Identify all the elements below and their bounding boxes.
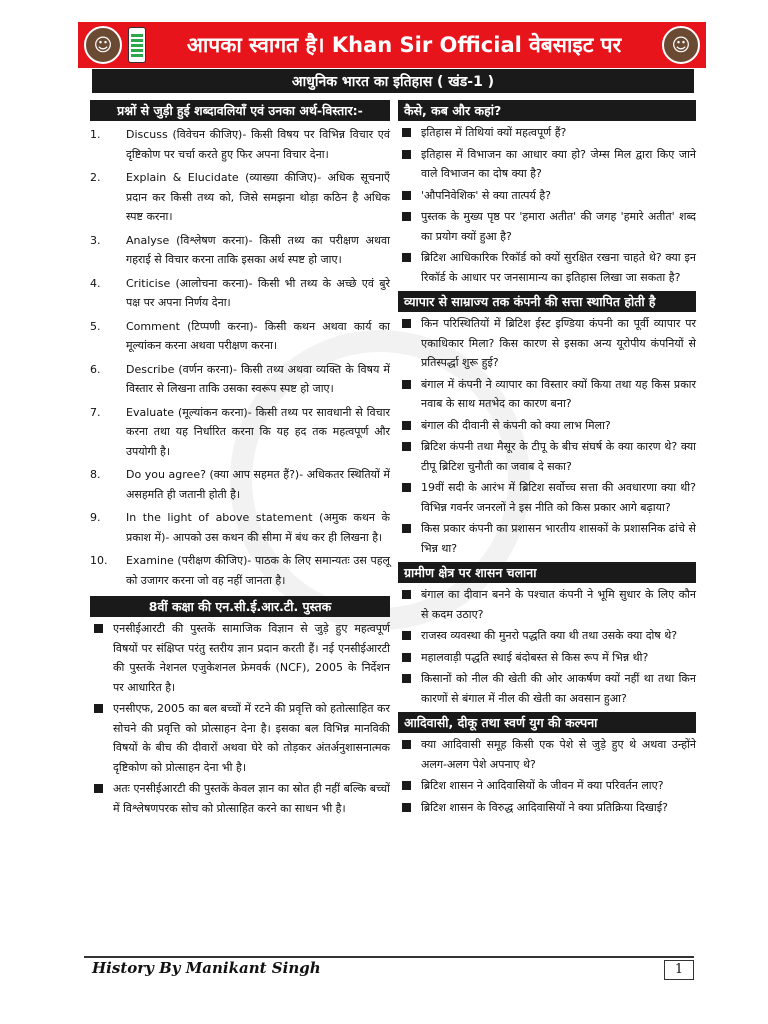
list-item-text: बंगाल की दीवानी से कंपनी को क्या लाभ मिला? (421, 418, 611, 432)
list-item (398, 798, 696, 818)
bullet-square-icon (402, 442, 411, 451)
term-item (90, 403, 390, 462)
list-item (398, 123, 696, 143)
term-item (90, 465, 390, 504)
bullet-square-icon (402, 319, 411, 328)
term-item (90, 508, 390, 547)
left-column (90, 100, 390, 818)
item-text: Discuss (विवेचन कीजिए)- किसी विषय पर विभिन्न विचार एवं दृष्टिकोण पर चर्चा करते हुए फिर अपना विचार देना। (126, 128, 390, 161)
list-item-text: पुस्तक के मुख्य पृष्ठ पर 'हमारा अतीत' की जगह 'हमारे अतीत' शब्द का प्रयोग क्यों हुआ है? (421, 210, 696, 243)
list-item (398, 519, 696, 558)
item-number: 6. (90, 362, 101, 376)
term-item (90, 551, 390, 590)
list-item (398, 186, 696, 206)
list-item (398, 375, 696, 414)
bullet-square-icon (402, 150, 411, 159)
item-number: 2. (90, 171, 101, 184)
item-text: Examine (परीक्षण कीजिए)- पाठक के लिए समान्यतः उस पहलू को उजागर करना जो वह नहीं जानता है। (126, 554, 390, 587)
bullet-square-icon (94, 624, 103, 633)
section-heading: कैसे, कब और कहां? (398, 100, 696, 121)
section-heading: आदिवासी, दीकू तथा स्वर्ण युग की कल्पना (398, 712, 696, 733)
bullet-square-icon (402, 421, 411, 430)
bullet-list (90, 619, 390, 818)
bullet-square-icon (402, 524, 411, 533)
item-number: 1. (90, 128, 101, 141)
item-text: Criticise (आलोचना करना)- किसी भी तथ्य के अच्छे एवं बुरे पक्ष पर अपना निर्णय देना। (126, 276, 390, 309)
list-item (398, 735, 696, 774)
footer-author: History By Manikant Singh (92, 959, 321, 977)
welcome-banner[interactable] (78, 22, 706, 68)
list-item-text: बंगाल में कंपनी ने व्यापार का विस्तार क्यों किया तथा यह किस प्रकार नवाब के साथ मतभेद का कारण बना? (421, 377, 696, 410)
section-heading: प्रश्नों से जुड़ी हुई शब्दावलियाँ एवं उनका अर्थ-विस्तार:- (90, 100, 390, 121)
list-item (398, 669, 696, 708)
list-item (398, 776, 696, 796)
item-number: 10. (90, 554, 108, 567)
doc-title: आधुनिक भारत का इतिहास ( खंड-1 ) (92, 69, 694, 93)
list-item-text: ब्रिटिश शासन के विरुद्ध आदिवासियों ने क्या प्रतिक्रिया दिखाई? (421, 800, 668, 814)
bullet-square-icon (402, 653, 411, 662)
list-item-text: इतिहास में तिथियां क्यों महत्वपूर्ण हैं? (421, 126, 567, 139)
section-heading: ग्रामीण क्षेत्र पर शासन चलाना (398, 562, 696, 583)
list-item (398, 626, 696, 646)
list-item-text: क्या आदिवासी समूह किसी एक पेशे से जुड़े हुए थे अथवा उन्होंने अलग-अलग पेशे अपनाए थे? (421, 738, 696, 771)
term-item (90, 317, 390, 356)
bullet-square-icon (402, 631, 411, 640)
term-item (90, 125, 390, 164)
bullet-square-icon (402, 590, 411, 599)
item-number: 4. (90, 276, 101, 290)
term-item (90, 168, 390, 227)
item-number: 5. (90, 319, 101, 333)
page-number: 1 (664, 960, 694, 980)
list-item-text: किन परिस्थितियों में ब्रिटिश ईस्ट इण्डिया कंपनी का पूर्वी व्यापार पर एकाधिकार मिला? किस कारण से इसका अन्य यूरोपीय कंपनियों से प्रतिस्पर्द्धा शुरू हुई? (421, 317, 696, 369)
list-item (398, 145, 696, 184)
list-item-text: 19वीं सदी के आरंभ में ब्रिटिश सर्वोच्च सत्ता की अवधारणा क्या थी? विभिन्न गवर्नर जनरलों ने इस नीति को किस प्रकार आगे बढ़ाया? (421, 481, 696, 514)
term-item (90, 360, 390, 399)
bullet-square-icon (402, 803, 411, 812)
footer-divider (84, 956, 694, 958)
list-item-text: एनसीईआरटी की पुस्तकें सामाजिक विज्ञान से जुड़े हुए महत्वपूर्ण विषयों पर संक्षिप्त परंतु स्तरीय ज्ञान प्रदान करती हैं। नई एनसीईआरटी की पुस्तकें नेशनल एजुकेशनल फ्रेमवर्क (NCF), 2005 के निर्देशन पर आधारित है। (113, 622, 390, 694)
bullet-square-icon (402, 781, 411, 790)
item-text: Describe (वर्णन करना)- किसी तथ्य अथवा व्यक्ति के विषय में विस्तार से लिखना ताकि उसका स्वरूप स्पष्ट हो जाए। (126, 362, 390, 395)
list-item (398, 207, 696, 246)
list-item (398, 648, 696, 668)
bullet-square-icon (402, 740, 411, 749)
list-item-text: किस प्रकार कंपनी का प्रशासन भारतीय शासकों के प्रशासनिक ढांचे से भिन्न था? (421, 522, 696, 555)
term-list (90, 125, 390, 590)
term-item (90, 274, 390, 313)
list-item-text: ब्रिटिश शासन ने आदिवासियों के जीवन में क्या परिवर्तन लाए? (421, 779, 664, 792)
list-item-text: किसानों को नील की खेती की ओर आकर्षण क्यों नहीं था तथा किन कारणों से बंगाल में नील की खेती का अवसान हुआ? (421, 672, 696, 705)
item-number: 9. (90, 511, 101, 524)
item-number: 3. (90, 233, 101, 247)
list-item-text: महालवाड़ी पद्धति स्थाई बंदोबस्त से किस रूप में भिन्न थी? (421, 650, 649, 664)
banner-title: आपका स्वागत है। Khan Sir Official वेबसाइट पर (186, 33, 622, 57)
bullet-square-icon (94, 704, 103, 713)
item-text: In the light of above statement (अमुक कथन के प्रकाश में)- आपको उस कथन की सीमा में बंध कर ही लिखना है। (126, 511, 390, 544)
list-item (90, 779, 390, 818)
list-item (398, 437, 696, 476)
bullet-square-icon (402, 674, 411, 683)
section-heading: व्यापार से साम्राज्य तक कंपनी की सत्ता स्थापित होती है (398, 291, 696, 312)
item-number: 7. (90, 405, 101, 419)
item-text: Analyse (विश्लेषण करना)- किसी तथ्य का परीक्षण अथवा गहराई से विचार करना ताकि इसका अर्थ स्पष्ट हो जाए। (126, 233, 390, 266)
list-item-text: इतिहास में विभाजन का आधार क्या हो? जेम्स मिल द्वारा किए जाने वाले विभाजन का दोष क्या है? (421, 147, 696, 180)
list-item (398, 585, 696, 624)
bullet-square-icon (402, 253, 411, 262)
list-item-text: ब्रिटिश आधिकारिक रिकॉर्ड को क्यों सुरक्षित रखना चाहते थे? क्या इन रिकॉर्ड के आधार पर जनसामान्य का इतिहास लिखा जा सकता है? (421, 251, 696, 284)
list-item-text: राजस्व व्यवस्था की मुनरो पद्धति क्या थी तथा उसके क्या दोष थे? (421, 629, 678, 642)
list-item-text: ब्रिटिश कंपनी तथा मैसूर के टीपू के बीच संघर्ष के क्या कारण थे? क्या टीपू ब्रिटिश चुनौती का जवाब दे सका? (421, 440, 696, 473)
item-text: Explain & Elucidate (व्याख्या कीजिए)- अधिक सूचनाएँ प्रदान कर किसी तथ्य को, जिसे समझना थोड़ा कठिन है अधिक स्पष्ट करना। (126, 171, 390, 223)
bullet-square-icon (94, 784, 103, 793)
list-item (398, 478, 696, 517)
avatar-icon: ☺ (84, 26, 122, 64)
bullet-square-icon (402, 191, 411, 200)
avatar-icon: ☺ (662, 26, 700, 64)
list-item-text: बंगाल का दीवान बनने के पश्चात कंपनी ने भूमि सुधार के लिए कौन से कदम उठाए? (421, 588, 696, 621)
bullet-square-icon (402, 380, 411, 389)
bullet-square-icon (402, 212, 411, 221)
list-item (398, 416, 696, 436)
list-item-text: अतः एनसीईआरटी की पुस्तकें केवल ज्ञान का स्रोत ही नहीं बल्कि बच्चों में विश्लेषणपरक सोच को प्रोत्साहित करने का साधन भी है। (113, 782, 390, 815)
bullet-square-icon (402, 483, 411, 492)
list-item (90, 699, 390, 777)
list-item (90, 619, 390, 697)
item-text: Evaluate (मूल्यांकन करना)- किसी तथ्य पर सावधानी से विचार करना तथा यह निर्धारित करना कि यह हद तक महत्वपूर्ण और उपयोगी है। (126, 405, 390, 458)
item-text: Do you agree? (क्या आप सहमत हैं?)- अधिकतर स्थितियों में असहमति ही जतानी होती है। (126, 468, 390, 501)
phone-icon (128, 27, 146, 63)
banner-left-group (84, 26, 146, 64)
right-column (398, 100, 696, 817)
item-text: Comment (टिप्पणी करना)- किसी कथन अथवा कार्य का मूल्यांकन करना अथवा परीक्षण करना। (126, 319, 390, 352)
bullet-square-icon (402, 128, 411, 137)
term-item (90, 231, 390, 270)
list-item-text: एनसीएफ, 2005 का बल बच्चों में रटने की प्रवृत्ति को हतोत्साहित कर सोचने की प्रवृत्ति को प्रोत्साहन देना है। इसका बल विभिन्न मानविकी विषयों के बीच की दीवारों अथवा घेरे को तोड़कर अंतर्अनुशासनात्मक दृष्टिकोण को प्रोत्साहन देना भी है। (113, 702, 390, 774)
item-number: 8. (90, 468, 101, 481)
list-item (398, 248, 696, 287)
section-heading: 8वीं कक्षा की एन.सी.ई.आर.टी. पुस्तक (90, 596, 390, 617)
list-item (398, 314, 696, 373)
list-item-text: 'औपनिवेशिक' से क्या तात्पर्य है? (421, 188, 551, 202)
